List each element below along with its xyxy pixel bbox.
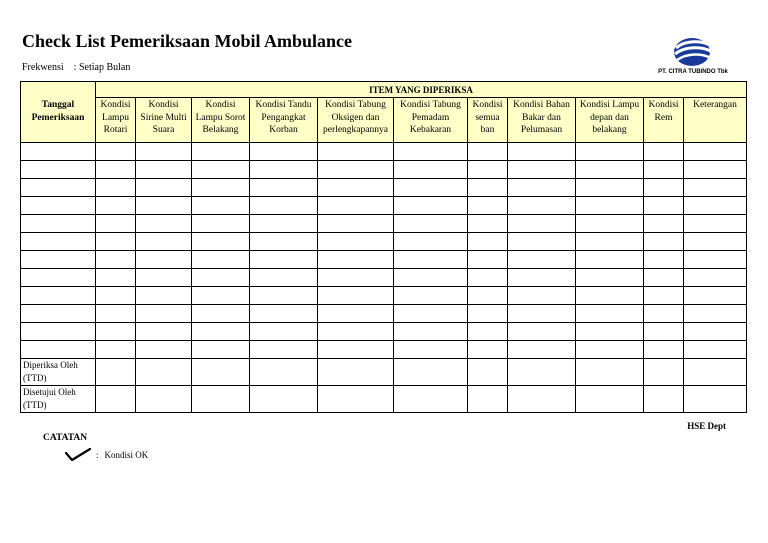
- table-row: [21, 251, 747, 269]
- table-cell[interactable]: [508, 161, 576, 179]
- table-cell[interactable]: [136, 233, 192, 251]
- table-cell[interactable]: [96, 323, 136, 341]
- table-cell[interactable]: [644, 179, 684, 197]
- table-cell[interactable]: [394, 179, 468, 197]
- table-cell[interactable]: [468, 251, 508, 269]
- table-cell[interactable]: [576, 269, 644, 287]
- table-cell[interactable]: [468, 287, 508, 305]
- legend-item: [96, 450, 148, 460]
- table-cell[interactable]: [684, 323, 747, 341]
- col-lampu-sorot: Kondisi Lampu Sorot Belakang: [192, 98, 250, 143]
- table-cell[interactable]: [250, 197, 318, 215]
- table-cell[interactable]: [136, 386, 192, 413]
- table-cell[interactable]: [468, 359, 508, 386]
- signature-row: [21, 386, 747, 413]
- table-cell[interactable]: [576, 323, 644, 341]
- col-tabung-oksigen: Kondisi Tabung Oksigen dan perlengkapannya: [318, 98, 394, 143]
- table-cell[interactable]: [21, 323, 96, 341]
- table-cell[interactable]: [192, 269, 250, 287]
- table-cell[interactable]: [318, 251, 394, 269]
- col-rem: Kondisi Rem: [644, 98, 684, 143]
- table-cell[interactable]: [318, 305, 394, 323]
- table-cell[interactable]: [250, 251, 318, 269]
- table-cell[interactable]: [192, 386, 250, 413]
- table-cell[interactable]: [318, 341, 394, 359]
- table-cell[interactable]: [250, 323, 318, 341]
- table-cell[interactable]: [468, 269, 508, 287]
- table-cell[interactable]: [468, 143, 508, 161]
- table-cell[interactable]: [250, 233, 318, 251]
- table-cell[interactable]: [576, 161, 644, 179]
- table-cell[interactable]: [96, 233, 136, 251]
- table-cell[interactable]: [96, 179, 136, 197]
- table-cell[interactable]: [136, 287, 192, 305]
- table-cell[interactable]: [394, 143, 468, 161]
- table-cell[interactable]: [468, 161, 508, 179]
- table-cell[interactable]: [250, 269, 318, 287]
- table-body: [21, 143, 747, 359]
- table-row: [21, 143, 747, 161]
- table-cell[interactable]: [21, 197, 96, 215]
- table-cell[interactable]: [684, 305, 747, 323]
- table-cell[interactable]: [644, 143, 684, 161]
- table-cell[interactable]: [21, 305, 96, 323]
- page-title: Check List Pemeriksaan Mobil Ambulance: [22, 31, 353, 51]
- group-header: ITEM YANG DIPERIKSA: [96, 82, 747, 98]
- table-cell[interactable]: [136, 341, 192, 359]
- table-cell[interactable]: [96, 341, 136, 359]
- checkmark-icon: [64, 446, 92, 462]
- table-cell[interactable]: [684, 233, 747, 251]
- table-cell[interactable]: [394, 197, 468, 215]
- table-cell[interactable]: [192, 233, 250, 251]
- table-cell[interactable]: [250, 287, 318, 305]
- table-cell[interactable]: [96, 161, 136, 179]
- table-cell[interactable]: [250, 143, 318, 161]
- table-cell[interactable]: [21, 161, 96, 179]
- table-cell[interactable]: [136, 143, 192, 161]
- table-cell[interactable]: [508, 215, 576, 233]
- company-logo: [643, 36, 743, 80]
- table-cell[interactable]: [192, 305, 250, 323]
- table-cell[interactable]: [576, 341, 644, 359]
- table-cell[interactable]: [576, 215, 644, 233]
- table-cell[interactable]: [250, 341, 318, 359]
- table-cell[interactable]: [508, 305, 576, 323]
- table-cell[interactable]: [394, 251, 468, 269]
- table-cell[interactable]: [318, 161, 394, 179]
- table-cell[interactable]: [192, 341, 250, 359]
- col-lampu-rotari: Kondisi Lampu Rotari: [96, 98, 136, 143]
- signature-label: Diperiksa Oleh (TTD): [21, 359, 96, 386]
- table-cell[interactable]: [644, 233, 684, 251]
- table-cell[interactable]: [250, 161, 318, 179]
- table-cell[interactable]: [394, 359, 468, 386]
- table-cell[interactable]: [576, 359, 644, 386]
- table-cell[interactable]: [508, 341, 576, 359]
- table-cell[interactable]: [192, 359, 250, 386]
- signature-label: Disetujui Oleh (TTD): [21, 386, 96, 413]
- table-cell[interactable]: [644, 197, 684, 215]
- table-cell[interactable]: [576, 251, 644, 269]
- table-cell[interactable]: [96, 386, 136, 413]
- table-row: [21, 197, 747, 215]
- table-cell[interactable]: [508, 287, 576, 305]
- table-cell[interactable]: [192, 143, 250, 161]
- table-cell[interactable]: [468, 305, 508, 323]
- table-cell[interactable]: [192, 287, 250, 305]
- table-cell[interactable]: [21, 269, 96, 287]
- table-row: [21, 215, 747, 233]
- signature-row: [21, 359, 747, 386]
- table-cell[interactable]: [468, 197, 508, 215]
- table-cell[interactable]: [394, 323, 468, 341]
- frequency-line: [22, 62, 130, 73]
- table-cell[interactable]: [318, 323, 394, 341]
- table-cell[interactable]: [394, 215, 468, 233]
- table-cell[interactable]: [21, 251, 96, 269]
- table-cell[interactable]: [684, 287, 747, 305]
- table-cell[interactable]: [96, 359, 136, 386]
- table-cell[interactable]: [644, 251, 684, 269]
- table-cell[interactable]: [644, 359, 684, 386]
- table-cell[interactable]: [684, 386, 747, 413]
- table-cell[interactable]: [468, 215, 508, 233]
- table-cell[interactable]: [250, 179, 318, 197]
- table-cell[interactable]: [192, 251, 250, 269]
- table-cell[interactable]: [684, 197, 747, 215]
- table-cell[interactable]: [684, 359, 747, 386]
- table-cell[interactable]: [468, 233, 508, 251]
- table-cell[interactable]: [192, 179, 250, 197]
- table-cell[interactable]: [508, 359, 576, 386]
- table-cell[interactable]: [136, 269, 192, 287]
- table-cell[interactable]: [21, 179, 96, 197]
- table-cell[interactable]: [136, 161, 192, 179]
- table-cell[interactable]: [192, 323, 250, 341]
- table-cell[interactable]: [644, 215, 684, 233]
- table-cell[interactable]: [318, 269, 394, 287]
- table-cell[interactable]: [21, 143, 96, 161]
- table-cell[interactable]: [318, 386, 394, 413]
- col-ban: Kondisi semua ban: [468, 98, 508, 143]
- table-cell[interactable]: [96, 215, 136, 233]
- table-cell[interactable]: [644, 305, 684, 323]
- table-cell[interactable]: [394, 305, 468, 323]
- table-cell[interactable]: [684, 179, 747, 197]
- dept-label: HSE Dept: [687, 421, 726, 431]
- table-row: [21, 341, 747, 359]
- table-row: [21, 233, 747, 251]
- table-cell[interactable]: [468, 323, 508, 341]
- table-cell[interactable]: [576, 143, 644, 161]
- table-cell[interactable]: [318, 233, 394, 251]
- table-cell[interactable]: [96, 305, 136, 323]
- table-cell[interactable]: [644, 323, 684, 341]
- table-cell[interactable]: [576, 305, 644, 323]
- table-cell[interactable]: [684, 161, 747, 179]
- table-cell[interactable]: [394, 269, 468, 287]
- table-cell[interactable]: [468, 341, 508, 359]
- table-cell[interactable]: [96, 197, 136, 215]
- table-cell[interactable]: [576, 179, 644, 197]
- table-cell[interactable]: [21, 287, 96, 305]
- table-cell[interactable]: [96, 269, 136, 287]
- table-cell[interactable]: [250, 305, 318, 323]
- table-cell[interactable]: [136, 215, 192, 233]
- table-cell[interactable]: [684, 269, 747, 287]
- table-cell[interactable]: [136, 359, 192, 386]
- table-cell[interactable]: [508, 233, 576, 251]
- table-cell[interactable]: [644, 287, 684, 305]
- table-cell[interactable]: [250, 359, 318, 386]
- table-cell[interactable]: [192, 215, 250, 233]
- table-cell[interactable]: [318, 359, 394, 386]
- table-cell[interactable]: [508, 251, 576, 269]
- table-cell[interactable]: [136, 305, 192, 323]
- table-cell[interactable]: [576, 197, 644, 215]
- table-cell[interactable]: [394, 233, 468, 251]
- table-cell[interactable]: [250, 386, 318, 413]
- table-cell[interactable]: [508, 323, 576, 341]
- table-row: [21, 161, 747, 179]
- table-cell[interactable]: [192, 161, 250, 179]
- table-cell[interactable]: [192, 197, 250, 215]
- frequency-label: Frekwensi: [22, 62, 64, 73]
- table-cell[interactable]: [136, 179, 192, 197]
- table-cell[interactable]: [684, 215, 747, 233]
- table-cell[interactable]: [508, 386, 576, 413]
- table-cell[interactable]: [96, 143, 136, 161]
- checklist-table: [20, 81, 747, 413]
- col-keterangan: Keterangan: [684, 98, 747, 143]
- table-cell[interactable]: [318, 287, 394, 305]
- table-cell[interactable]: [21, 341, 96, 359]
- table-cell[interactable]: [644, 269, 684, 287]
- table-cell[interactable]: [508, 269, 576, 287]
- globe-logo-icon: [667, 36, 717, 68]
- legend-colon: :: [96, 450, 99, 460]
- table-cell[interactable]: [644, 386, 684, 413]
- table-cell[interactable]: [96, 287, 136, 305]
- col-tandu: Kondisi Tandu Pengangkat Korban: [250, 98, 318, 143]
- table-cell[interactable]: [684, 251, 747, 269]
- table-cell[interactable]: [318, 179, 394, 197]
- col-lampu-depan: Kondisi Lampu depan dan belakang: [576, 98, 644, 143]
- table-cell[interactable]: [644, 341, 684, 359]
- table-cell[interactable]: [318, 215, 394, 233]
- table-row: [21, 323, 747, 341]
- table-cell[interactable]: [394, 341, 468, 359]
- table-cell[interactable]: [96, 251, 136, 269]
- table-cell[interactable]: [136, 251, 192, 269]
- date-header: Tanggal Pemeriksaan: [21, 82, 96, 143]
- table-cell[interactable]: [394, 386, 468, 413]
- table-cell[interactable]: [576, 386, 644, 413]
- table-cell[interactable]: [318, 197, 394, 215]
- table-row: [21, 287, 747, 305]
- table-cell[interactable]: [508, 143, 576, 161]
- col-tabung-pemadam: Kondisi Tabung Pemadam Kebakaran: [394, 98, 468, 143]
- table-row: [21, 269, 747, 287]
- table-cell[interactable]: [250, 215, 318, 233]
- table-cell[interactable]: [394, 161, 468, 179]
- table-cell[interactable]: [21, 233, 96, 251]
- table-cell[interactable]: [21, 215, 96, 233]
- table-cell[interactable]: [684, 143, 747, 161]
- col-bahan-bakar: Kondisi Bahan Bakar dan Pelumasan: [508, 98, 576, 143]
- table-row: [21, 179, 747, 197]
- table-cell[interactable]: [318, 143, 394, 161]
- table-cell[interactable]: [576, 233, 644, 251]
- table-cell[interactable]: [508, 179, 576, 197]
- col-sirine: Kondisi Sirine Multi Suara: [136, 98, 192, 143]
- table-cell[interactable]: [576, 287, 644, 305]
- table-cell[interactable]: [684, 341, 747, 359]
- notes-label: CATATAN: [43, 433, 88, 443]
- table-cell[interactable]: [136, 197, 192, 215]
- table-cell[interactable]: [468, 386, 508, 413]
- company-name: PT. CITRA TUBINDO Tbk: [658, 69, 728, 75]
- frequency-value: : Setiap Bulan: [73, 62, 131, 73]
- legend-text: Kondisi OK: [104, 450, 149, 460]
- table-row: [21, 305, 747, 323]
- table-cell[interactable]: [136, 323, 192, 341]
- table-cell[interactable]: [468, 179, 508, 197]
- table-cell[interactable]: [508, 197, 576, 215]
- table-cell[interactable]: [394, 287, 468, 305]
- table-cell[interactable]: [644, 161, 684, 179]
